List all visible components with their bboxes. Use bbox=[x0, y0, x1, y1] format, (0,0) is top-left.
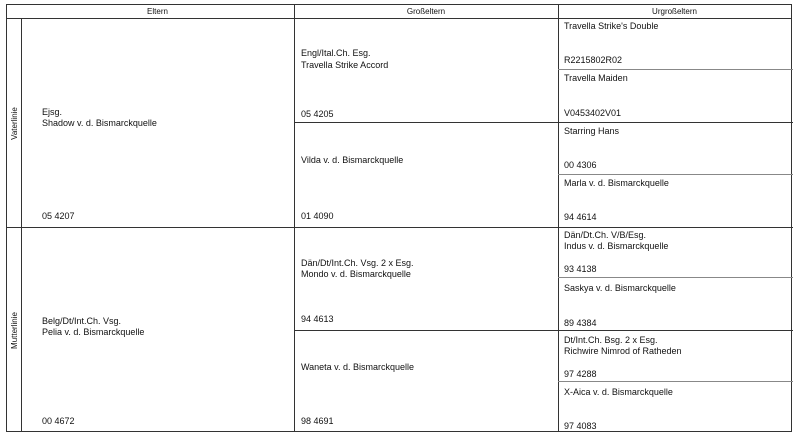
sire-reg: 05 4207 bbox=[42, 211, 75, 221]
great-grandparent-1-name: Travella Strike's Double bbox=[564, 21, 659, 31]
great-grandparent-8-name: X-Aica v. d. Bismarckquelle bbox=[564, 387, 673, 397]
header-great-grandparents: Urgroßeltern bbox=[558, 5, 791, 19]
dam-title: Belg/Dt/Int.Ch. Vsg. bbox=[42, 316, 122, 326]
great-grandparent-4-reg: 94 4614 bbox=[564, 212, 597, 222]
dam-line-label bbox=[7, 228, 21, 432]
great-grandparent-3-name: Starring Hans bbox=[564, 126, 620, 136]
sire-title: Ejsg. bbox=[42, 107, 63, 117]
grandparent-3-reg: 94 4613 bbox=[301, 314, 334, 324]
header-grandparents: Großeltern bbox=[294, 5, 558, 19]
sire-line-label-text: Vaterlinie bbox=[9, 106, 19, 140]
great-grandparent-8-reg: 97 4083 bbox=[564, 421, 597, 431]
great-grandparent-7-title: Dt/Int.Ch. Bsg. 2 x Esg. bbox=[564, 335, 658, 345]
dam-line-label-text: Mutterlinie bbox=[9, 311, 19, 349]
grandparent-4-reg: 98 4691 bbox=[301, 416, 334, 426]
sire-name: Shadow v. d. Bismarckquelle bbox=[42, 118, 157, 128]
great-grandparent-7-reg: 97 4288 bbox=[564, 369, 597, 379]
ggp-divider-4 bbox=[558, 381, 793, 382]
grandparent-1-reg: 05 4205 bbox=[301, 109, 334, 119]
ggp-divider-1 bbox=[558, 69, 793, 70]
grandparent-3-name: Mondo v. d. Bismarckquelle bbox=[301, 269, 411, 279]
dam-name: Pelia v. d. Bismarckquelle bbox=[42, 327, 145, 337]
great-grandparent-5-title: Dän/Dt.Ch. V/B/Esg. bbox=[564, 230, 647, 240]
grandparent-4-name: Waneta v. d. Bismarckquelle bbox=[301, 362, 415, 372]
great-grandparent-6-name: Saskya v. d. Bismarckquelle bbox=[564, 283, 676, 293]
dam-grandparents-divider bbox=[294, 330, 793, 331]
great-grandparent-5-reg: 93 4138 bbox=[564, 264, 597, 274]
grandparent-2-name: Vilda v. d. Bismarckquelle bbox=[301, 155, 404, 165]
grandparent-2-reg: 01 4090 bbox=[301, 211, 334, 221]
great-grandparent-7-name: Richwire Nimrod of Ratheden bbox=[564, 346, 682, 356]
great-grandparent-2-name: Travella Maiden bbox=[564, 73, 628, 83]
great-grandparent-1-reg: R2215802R02 bbox=[564, 55, 623, 65]
grandparent-1-title: Engl/Ital.Ch. Esg. bbox=[301, 48, 371, 58]
grandparent-3-title: Dän/Dt/Int.Ch. Vsg. 2 x Esg. bbox=[301, 258, 414, 268]
ggp-divider-2 bbox=[558, 174, 793, 175]
great-grandparent-3-reg: 00 4306 bbox=[564, 160, 597, 170]
pedigree-table bbox=[6, 4, 792, 432]
great-grandparent-4-name: Marla v. d. Bismarckquelle bbox=[564, 178, 669, 188]
great-grandparent-5-name: Indus v. d. Bismarckquelle bbox=[564, 241, 669, 251]
header-parents: Eltern bbox=[21, 5, 294, 19]
sire-line-label bbox=[7, 19, 21, 227]
sire-dam-divider bbox=[7, 227, 793, 228]
great-grandparent-2-reg: V0453402V01 bbox=[564, 108, 622, 118]
dam-reg: 00 4672 bbox=[42, 416, 75, 426]
ggp-divider-3 bbox=[558, 277, 793, 278]
sire-grandparents-divider bbox=[294, 122, 793, 123]
great-grandparent-6-reg: 89 4384 bbox=[564, 318, 597, 328]
grandparent-1-name: Travella Strike Accord bbox=[301, 60, 389, 70]
line-column-divider bbox=[21, 18, 22, 432]
parents-column-divider bbox=[294, 5, 295, 432]
